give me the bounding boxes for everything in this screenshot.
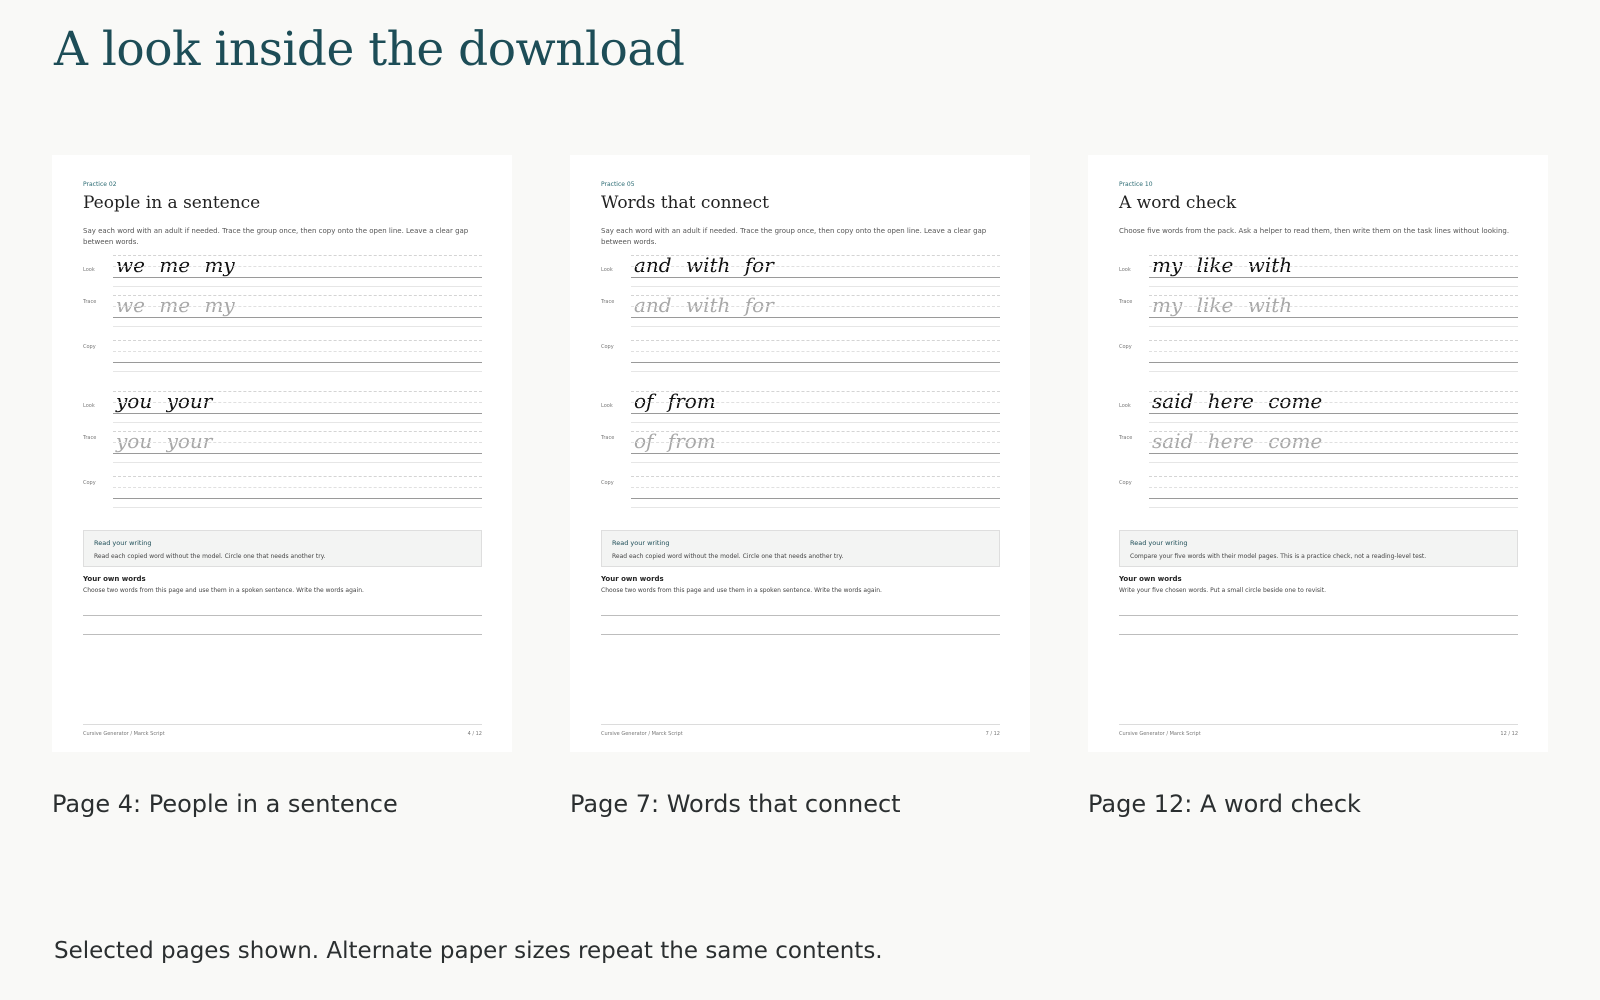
copy-label: Copy bbox=[601, 480, 614, 486]
copy-row bbox=[1119, 476, 1518, 508]
page-preview bbox=[52, 155, 512, 752]
footer-page-number: 4 / 12 bbox=[467, 731, 482, 737]
practice-kicker: Practice 02 bbox=[83, 181, 117, 188]
page-title: A look inside the download bbox=[54, 22, 685, 77]
word-group bbox=[83, 391, 482, 518]
read-writing-tip bbox=[83, 530, 482, 567]
trace-row bbox=[83, 295, 482, 327]
own-words-text: Choose two words from this page and use them in a spoken sentence. Write the words again. bbox=[601, 587, 882, 594]
look-label: Look bbox=[601, 403, 613, 409]
sheet-intro: Say each word with an adult if needed. Trace the group once, then copy onto the open line. Leave a clear gap between words. bbox=[83, 227, 469, 246]
model-words: you your bbox=[116, 389, 213, 413]
tip-text: Compare your five words with their model pages. This is a practice check, not a reading-level test. bbox=[1130, 553, 1427, 560]
sheet-intro: Say each word with an adult if needed. Trace the group once, then copy onto the open line. Leave a clear gap between words. bbox=[601, 227, 987, 246]
look-row bbox=[83, 391, 482, 423]
tip-heading: Read your writing bbox=[612, 539, 670, 547]
preview-card bbox=[1088, 155, 1548, 752]
trace-label: Trace bbox=[83, 299, 97, 305]
page-caption: Page 4: People in a sentence bbox=[52, 790, 398, 818]
model-words: said here come bbox=[1152, 389, 1323, 413]
writing-line bbox=[83, 634, 482, 635]
page-caption: Page 12: A word check bbox=[1088, 790, 1361, 818]
footer-page-number: 12 / 12 bbox=[1500, 731, 1518, 737]
look-row bbox=[83, 255, 482, 287]
look-label: Look bbox=[1119, 403, 1131, 409]
trace-words: we me my bbox=[116, 293, 235, 317]
look-row bbox=[1119, 255, 1518, 287]
copy-label: Copy bbox=[1119, 344, 1132, 350]
read-writing-tip bbox=[1119, 530, 1518, 567]
preview-card bbox=[52, 155, 512, 752]
trace-row bbox=[1119, 431, 1518, 463]
footer-divider bbox=[1119, 724, 1518, 725]
footer-source: Cursive Generator / Marck Script bbox=[83, 731, 165, 737]
copy-row bbox=[601, 340, 1000, 372]
practice-kicker: Practice 05 bbox=[601, 181, 635, 188]
sheet-title: People in a sentence bbox=[83, 193, 261, 213]
word-group bbox=[1119, 255, 1518, 382]
trace-words: my like with bbox=[1152, 293, 1293, 317]
writing-line bbox=[601, 615, 1000, 616]
writing-line bbox=[1119, 634, 1518, 635]
own-words-heading: Your own words bbox=[601, 575, 664, 583]
look-label: Look bbox=[83, 403, 95, 409]
sheet-intro: Choose five words from the pack. Ask a helper to read them, then write them on the task lines without looking. bbox=[1119, 227, 1510, 235]
sheet-title: A word check bbox=[1119, 193, 1237, 213]
tip-text: Read each copied word without the model. Circle one that needs another try. bbox=[94, 553, 326, 560]
own-words-heading: Your own words bbox=[83, 575, 146, 583]
trace-label: Trace bbox=[83, 435, 97, 441]
model-words: we me my bbox=[116, 253, 235, 277]
writing-line bbox=[1119, 615, 1518, 616]
read-writing-tip bbox=[601, 530, 1000, 567]
trace-row bbox=[601, 431, 1000, 463]
look-label: Look bbox=[83, 267, 95, 273]
copy-label: Copy bbox=[83, 480, 96, 486]
footer-source: Cursive Generator / Marck Script bbox=[1119, 731, 1201, 737]
word-group bbox=[601, 391, 1000, 518]
writing-line bbox=[601, 634, 1000, 635]
page-preview bbox=[1088, 155, 1548, 752]
tip-text: Read each copied word without the model. Circle one that needs another try. bbox=[612, 553, 844, 560]
trace-row bbox=[601, 295, 1000, 327]
copy-row bbox=[83, 340, 482, 372]
trace-label: Trace bbox=[601, 299, 615, 305]
footer-page-number: 7 / 12 bbox=[985, 731, 1000, 737]
trace-row bbox=[1119, 295, 1518, 327]
practice-kicker: Practice 10 bbox=[1119, 181, 1153, 188]
trace-label: Trace bbox=[1119, 299, 1133, 305]
own-words-heading: Your own words bbox=[1119, 575, 1182, 583]
trace-words: said here come bbox=[1152, 429, 1323, 453]
copy-row bbox=[601, 476, 1000, 508]
sheet-title: Words that connect bbox=[601, 193, 769, 213]
page-caption: Page 7: Words that connect bbox=[570, 790, 901, 818]
footer-divider bbox=[601, 724, 1000, 725]
model-words: of from bbox=[634, 389, 716, 413]
footnote: Selected pages shown. Alternate paper sizes repeat the same contents. bbox=[54, 938, 883, 964]
copy-row bbox=[83, 476, 482, 508]
look-row bbox=[601, 391, 1000, 423]
copy-label: Copy bbox=[83, 344, 96, 350]
look-label: Look bbox=[1119, 267, 1131, 273]
own-words-text: Write your five chosen words. Put a small circle beside one to revisit. bbox=[1119, 587, 1326, 594]
trace-label: Trace bbox=[601, 435, 615, 441]
tip-heading: Read your writing bbox=[94, 539, 152, 547]
copy-label: Copy bbox=[1119, 480, 1132, 486]
word-group bbox=[83, 255, 482, 382]
tip-heading: Read your writing bbox=[1130, 539, 1188, 547]
page-preview bbox=[570, 155, 1030, 752]
preview-card bbox=[570, 155, 1030, 752]
model-words: my like with bbox=[1152, 253, 1293, 277]
writing-line bbox=[83, 615, 482, 616]
word-group bbox=[601, 255, 1000, 382]
copy-row bbox=[1119, 340, 1518, 372]
model-words: and with for bbox=[634, 253, 774, 277]
look-row bbox=[601, 255, 1000, 287]
look-row bbox=[1119, 391, 1518, 423]
trace-words: of from bbox=[634, 429, 716, 453]
word-group bbox=[1119, 391, 1518, 518]
trace-row bbox=[83, 431, 482, 463]
footer-divider bbox=[83, 724, 482, 725]
own-words-text: Choose two words from this page and use them in a spoken sentence. Write the words again. bbox=[83, 587, 364, 594]
trace-words: and with for bbox=[634, 293, 774, 317]
copy-label: Copy bbox=[601, 344, 614, 350]
look-label: Look bbox=[601, 267, 613, 273]
footer-source: Cursive Generator / Marck Script bbox=[601, 731, 683, 737]
trace-words: you your bbox=[116, 429, 213, 453]
trace-label: Trace bbox=[1119, 435, 1133, 441]
